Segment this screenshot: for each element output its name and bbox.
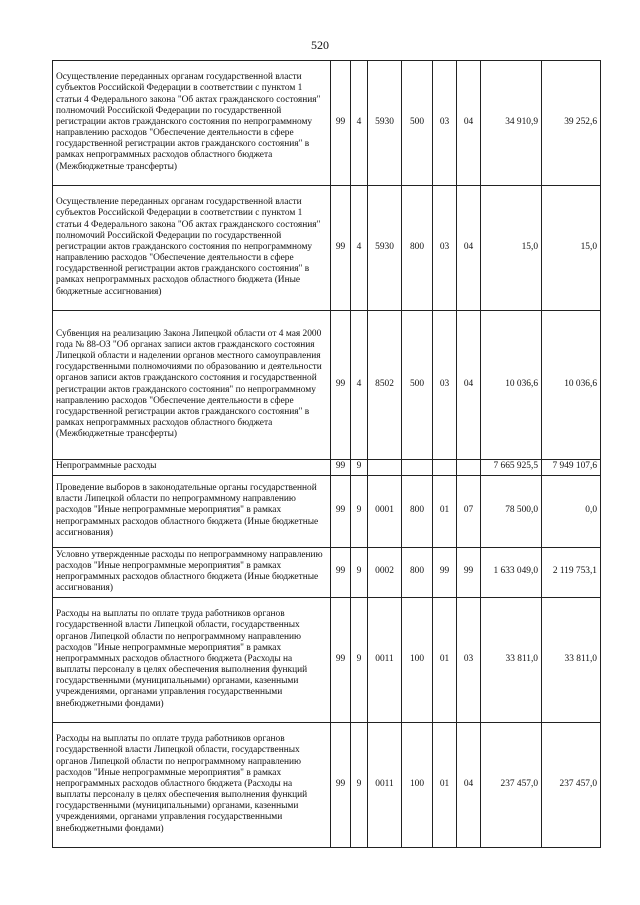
table-row (53, 311, 601, 460)
code-5: 03 (433, 186, 457, 311)
code-3: 0001 (368, 476, 402, 548)
value-1: 237 457,0 (481, 723, 542, 848)
table-row (53, 476, 601, 548)
code-1: 99 (331, 598, 351, 723)
table-row (53, 186, 601, 311)
code-1: 99 (331, 61, 351, 186)
code-5: 01 (433, 598, 457, 723)
code-3: 0011 (368, 598, 402, 723)
row-description: Расходы на выплаты по оплате труда работников органов государственной власти Липецкой области, государственных органов Липецкой области по непрограммному направлению расходов "Иные непрограммные мероприятия" в рамках непрограммных расходов областного бюджета (Расходы на выплаты персоналу в целях обеспечения выполнения функций государственными (муниципальными) органами, казенными учреждениями, органами управления государственными внебюджетными фондами) (53, 598, 331, 723)
code-2: 9 (351, 460, 368, 476)
value-1: 33 811,0 (481, 598, 542, 723)
table-row (53, 598, 601, 723)
code-1: 99 (331, 311, 351, 460)
value-2: 237 457,0 (542, 723, 601, 848)
value-2: 7 949 107,6 (542, 460, 601, 476)
code-5: 03 (433, 311, 457, 460)
code-2: 9 (351, 723, 368, 848)
page-number: 520 (311, 38, 329, 52)
code-1: 99 (331, 548, 351, 598)
code-5 (433, 460, 457, 476)
code-4: 500 (402, 311, 433, 460)
value-1: 78 500,0 (481, 476, 542, 548)
code-6: 04 (457, 311, 481, 460)
value-2: 2 119 753,1 (542, 548, 601, 598)
code-4: 500 (402, 61, 433, 186)
code-5: 01 (433, 476, 457, 548)
code-6: 07 (457, 476, 481, 548)
value-1: 1 633 049,0 (481, 548, 542, 598)
code-2: 4 (351, 186, 368, 311)
code-5: 03 (433, 61, 457, 186)
code-6: 04 (457, 186, 481, 311)
value-1: 34 910,9 (481, 61, 542, 186)
code-6: 99 (457, 548, 481, 598)
code-4: 100 (402, 598, 433, 723)
table-row (53, 723, 601, 848)
code-6: 04 (457, 61, 481, 186)
code-3: 5930 (368, 186, 402, 311)
row-description: Субвенция на реализацию Закона Липецкой области от 4 мая 2000 года № 88-ОЗ "Об органах записи актов гражданского состояния Липецкой области и наделении органов местного самоуправления государственными полномочиями по образованию и деятельности органов записи актов гражданского состояния и государственной регистрации актов гражданского состояния" по непрограммному направлению расходов "Обеспечение деятельности в сфере государственной регистрации актов гражданского состояния" в рамках непрограммных расходов областного бюджета (Межбюджетные трансферты) (53, 311, 331, 460)
budget-table (52, 60, 601, 848)
code-2: 9 (351, 598, 368, 723)
value-1: 7 665 925,5 (481, 460, 542, 476)
code-4 (402, 460, 433, 476)
row-description: Осуществление переданных органам государственной власти субъектов Российской Федерации в соответствии с пунктом 1 статьи 4 Федерального закона "Об актах гражданского состояния" полномочий Российской Федерации по государственной регистрации актов гражданского состояния по непрограммному направлению расходов "Обеспечение деятельности в сфере государственной регистрации актов гражданского состояния" в рамках непрограммных расходов областного бюджета (Иные бюджетные ассигнования) (53, 186, 331, 311)
row-description: Условно утвержденные расходы по непрограммному направлению расходов "Иные непрограммные мероприятия" в рамках непрограммных расходов областного бюджета (Иные бюджетные ассигнования) (53, 548, 331, 598)
code-1: 99 (331, 186, 351, 311)
code-2: 4 (351, 61, 368, 186)
table-row (53, 460, 601, 476)
code-3: 5930 (368, 61, 402, 186)
code-3: 0011 (368, 723, 402, 848)
value-1: 10 036,6 (481, 311, 542, 460)
value-2: 10 036,6 (542, 311, 601, 460)
code-2: 9 (351, 548, 368, 598)
code-5: 01 (433, 723, 457, 848)
code-4: 100 (402, 723, 433, 848)
code-3: 0002 (368, 548, 402, 598)
code-3: 8502 (368, 311, 402, 460)
value-1: 15,0 (481, 186, 542, 311)
row-description: Расходы на выплаты по оплате труда работников органов государственной власти Липецкой области, государственных органов Липецкой области по непрограммному направлению расходов "Иные непрограммные мероприятия" в рамках непрограммных расходов областного бюджета (Расходы на выплаты персоналу в целях обеспечения выполнения функций государственными (муниципальными) органами, казенными учреждениями, органами управления государственными внебюджетными фондами) (53, 723, 331, 848)
code-2: 4 (351, 311, 368, 460)
code-1: 99 (331, 460, 351, 476)
code-5: 99 (433, 548, 457, 598)
code-1: 99 (331, 723, 351, 848)
code-4: 800 (402, 476, 433, 548)
table-row (53, 548, 601, 598)
code-1: 99 (331, 476, 351, 548)
value-2: 39 252,6 (542, 61, 601, 186)
row-description: Проведение выборов в законодательные органы государственной власти Липецкой области по непрограммному направлению расходов "Иные непрограммные мероприятия" в рамках непрограммных расходов областного бюджета (Иные бюджетные ассигнования) (53, 476, 331, 548)
code-4: 800 (402, 548, 433, 598)
code-6: 03 (457, 598, 481, 723)
code-4: 800 (402, 186, 433, 311)
table-row (53, 61, 601, 186)
code-6: 04 (457, 723, 481, 848)
value-2: 33 811,0 (542, 598, 601, 723)
row-description: Непрограммные расходы (53, 460, 331, 476)
code-2: 9 (351, 476, 368, 548)
row-description: Осуществление переданных органам государственной власти субъектов Российской Федерации в соответствии с пунктом 1 статьи 4 Федерального закона "Об актах гражданского состояния" полномочий Российской Федерации по государственной регистрации актов гражданского состояния по непрограммному направлению расходов "Обеспечение деятельности в сфере государственной регистрации актов гражданского состояния" в рамках непрограммных расходов областного бюджета (Межбюджетные трансферты) (53, 61, 331, 186)
value-2: 15,0 (542, 186, 601, 311)
value-2: 0,0 (542, 476, 601, 548)
code-3 (368, 460, 402, 476)
code-6 (457, 460, 481, 476)
